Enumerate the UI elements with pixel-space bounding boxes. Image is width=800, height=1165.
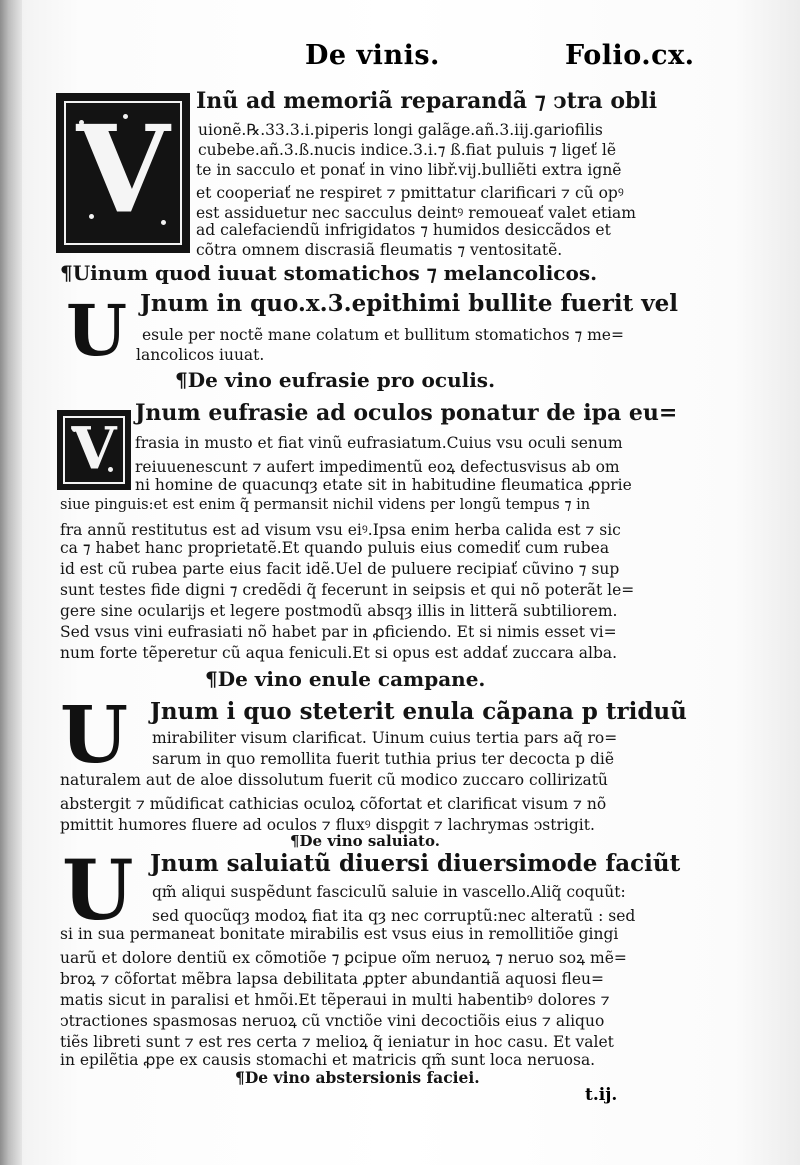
- text-line: id est cũ rubea parte eius facit idẽ.Uel de puluere recipiať cũvino ⁊ sup: [60, 560, 620, 578]
- decorated-initial-v-second: [57, 410, 131, 490]
- text-line: sunt testes fide digni ⁊ credẽdi q̃ fecerunt in seipsis et qui nõ poterãt le=: [60, 581, 635, 599]
- text-line: frasia in musto et fiat vinũ eufrasiatum.Cuius vsu oculi senum: [135, 434, 623, 452]
- text-line: mirabiliter visum clarificat. Uinum cuius tertia pars aq̃ ro=: [152, 729, 618, 747]
- text-line: esule per noctẽ mane colatum et bullitum stomatichos ⁊ me=: [142, 326, 624, 344]
- lombard-initial-u: U: [66, 289, 128, 372]
- folio-number: Folio.cx.: [565, 40, 695, 71]
- opening-line: Jnum i quo steterit enula cãpana p triduũ: [150, 698, 687, 725]
- opening-line: Jnum in quo.x.3.epithimi bullite fuerit vel: [140, 290, 678, 317]
- text-line: gere sine ocularijs et legere postmodũ absqȝ illis in litterã subtiliorem.: [60, 602, 618, 620]
- text-line: pmittit humores fluere ad oculos ⁊ fluxꝰ disꝑgit ⁊ lachrymas ↄstrigit.: [60, 816, 595, 834]
- text-line: sarum in quo remollita fuerit tuthia prius ter decocta p diẽ: [152, 750, 615, 768]
- text-line: sed quocũqȝ modoꝝ fiat ita qȝ nec corruptũ:nec alteratũ : sed: [152, 907, 636, 925]
- text-line: uionẽ.℞.33.3.i.piperis longi galãge.añ.3.iij.gariofilis: [198, 121, 603, 139]
- text-line: broꝝ ⁊ cõfortat mẽbra lapsa debilitata ꝓpter abundantiã aquosi fleu=: [60, 970, 604, 988]
- text-line: in epilẽtia ꝓpe ex causis stomachi et matricis qm̃ sunt loca neruosa.: [60, 1051, 596, 1069]
- section-heading: ¶De vino abstersionis faciei.: [235, 1068, 480, 1087]
- lombard-initial-u: U: [62, 843, 134, 939]
- text-line: num forte tẽperetur cũ aqua feniculi.Et si opus est addať zuccara alba.: [60, 644, 618, 662]
- text-line: abstergit ⁊ mũdificat cathicias oculoꝝ cõfortat et clarificat visum ⁊ nõ: [60, 795, 607, 813]
- text-line: ↄtractiones spasmosas neruoꝝ cũ vnctiõe vini decoctiõis eius ⁊ aliquo: [60, 1012, 605, 1030]
- text-line: qm̃ aliqui suspẽdunt fasciculũ saluie in vascello.Aliq̃ coquũt:: [152, 883, 626, 901]
- section-heading: ¶Uinum quod iuuat stomatichos ⁊ melancolicos.: [60, 261, 598, 285]
- text-line: reiuuenescunt ⁊ aufert impedimentũ eoꝝ defectusvisus ab om: [135, 458, 620, 476]
- text-line: lancolicos iuuat.: [136, 346, 265, 364]
- initial-letter: V: [76, 99, 170, 241]
- initial-letter: V: [71, 414, 117, 483]
- running-head-title: De vinis.: [305, 40, 440, 71]
- text-line: cubebe.añ.3.ß.nucis indice.3.i.⁊ ß.fiat puluis ⁊ ligeť lẽ: [198, 141, 617, 159]
- text-line: ad calefaciendũ infrigidatos ⁊ humidos desiccãdos et: [196, 221, 611, 239]
- decorated-initial-v: [56, 93, 190, 253]
- text-line: te in sacculo et ponať in vino libř.vij.bulliẽti extra ignẽ: [196, 161, 622, 179]
- text-line: si in sua permaneat bonitate mirabilis est vsus eius in remollitiõe gingi: [60, 925, 619, 943]
- text-line: Sed vsus vini eufrasiati nõ habet par in ꝓficiendo. Et si nimis esset vi=: [60, 623, 617, 641]
- text-line: est assiduetur nec sacculus deintꝰ remoueať valet etiam: [196, 204, 636, 222]
- page-gutter-shadow: [0, 0, 22, 1165]
- text-line: ni homine de quacunqȝ etate sit in habitudine fleumatica ꝓprie: [135, 476, 632, 494]
- lombard-initial-u: U: [60, 690, 129, 781]
- text-line: et cooperiať ne respiret ⁊ pmittatur clarificari ⁊ cũ opꝰ: [196, 184, 624, 202]
- text-line: siue pinguis:et est enim q̃ permansit nichil videns per longũ tempus ⁊ in: [60, 497, 591, 513]
- text-line: naturalem aut de aloe dissolutum fuerit cũ modico zuccaro collirizatũ: [60, 771, 608, 789]
- text-line: matis sicut in paralisi et hmõi.Et tẽperaui in multi habentibꝰ dolores ⁊: [60, 991, 610, 1009]
- opening-line: Jnum saluiatũ diuersi diuersimode faciũt: [150, 850, 681, 877]
- text-line: ca ⁊ habet hanc proprietatẽ.Et quando puluis eius comediť cum rubea: [60, 539, 610, 557]
- opening-line: Jnum eufrasie ad oculos ponatur de ipa eu=: [135, 400, 678, 426]
- text-line: fra annũ restitutus est ad visum vsu eiꝰ.Ipsa enim herba calida est ⁊ sic: [60, 521, 621, 539]
- opening-line: Inũ ad memoriã reparandã ⁊ ↄtra obli: [196, 88, 658, 114]
- section-heading: ¶De vino eufrasie pro oculis.: [175, 368, 496, 392]
- signature-mark: t.ij.: [585, 1085, 618, 1105]
- text-line: uarũ et dolore dentiũ ex cõmotiõe ⁊ ꝑcipue oĩm neruoꝝ ⁊ neruo soꝝ mẽ=: [60, 949, 627, 967]
- text-line: cõtra omnem discrasiã fleumatis ⁊ ventositatẽ.: [196, 241, 563, 259]
- section-heading: ¶De vino enule campane.: [205, 667, 486, 691]
- text-line: tiẽs libreti sunt ⁊ est res certa ⁊ melioꝝ q̃ ieniatur in hoc casu. Et valet: [60, 1033, 614, 1051]
- section-heading: ¶De vino saluiato.: [290, 832, 440, 850]
